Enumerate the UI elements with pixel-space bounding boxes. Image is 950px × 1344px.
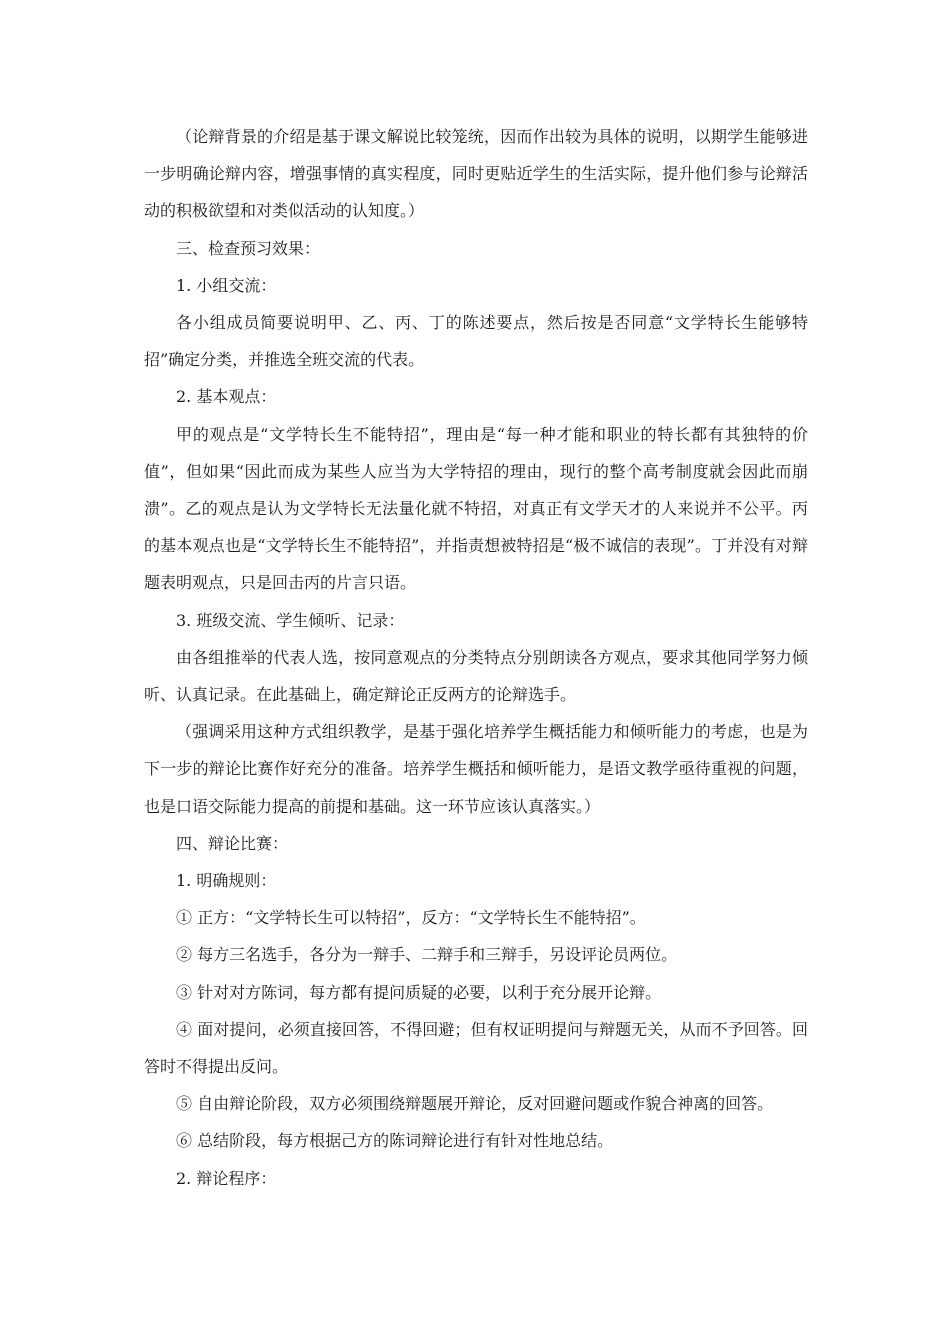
paragraph-teaching-note: （强调采用这种方式组织教学，是基于强化培养学生概括能力和倾听能力的考虑，也是为下一步的辩论比赛作好充分的准备。培养学生概括和倾听能力，是语文教学亟待重视的问题，也是口语交际能力提高的前提和基础。这一环节应该认真落实。） xyxy=(144,722,808,816)
rule-item: ④ 面对提问，必须直接回答，不得回避；但有权证明提问与辩题无关，从而不予回答。回答时不得提出反问。 xyxy=(144,1019,808,1077)
paragraph-intro-note: （论辩背景的介绍是基于课文解说比较笼统，因而作出较为具体的说明，以期学生能够进一步明确论辩内容，增强事情的真实程度，同时更贴近学生的生活实际，提升他们参与论辩活动的积极欲望和对类似活动的认知度。） xyxy=(144,127,808,221)
subheading-procedure: 2. 辩论程序： xyxy=(176,1168,277,1188)
paragraph-class-exchange: 由各组推举的代表人选，按同意观点的分类特点分别朗读各方观点，要求其他同学努力倾听、认真记录。在此基础上，确定辩论正反两方的论辩选手。 xyxy=(144,647,808,705)
rule-item: ⑤ 自由辩论阶段，双方必须围绕辩题展开辩论，反对回避问题或作貌合神离的回答。 xyxy=(176,1094,774,1114)
paragraph-group-exchange: 各小组成员简要说明甲、乙、丙、丁的陈述要点，然后按是否同意“文学特长生能够特招”确定分类，并推选全班交流的代表。 xyxy=(144,313,808,370)
document-page xyxy=(144,118,808,1197)
subheading-rules: 1. 明确规则： xyxy=(176,871,277,891)
section-heading-3: 三、检查预习效果： xyxy=(176,238,321,258)
rule-item: ① 正方：“文学特长生可以特招”，反方：“文学特长生不能特招”。 xyxy=(176,908,646,928)
rule-item: ③ 针对对方陈词，每方都有提问质疑的必要，以利于充分展开论辩。 xyxy=(176,982,662,1002)
rule-item: ⑥ 总结阶段，每方根据己方的陈词辩论进行有针对性地总结。 xyxy=(176,1131,614,1151)
subheading-class-exchange: 3. 班级交流、学生倾听、记录： xyxy=(176,610,405,630)
subheading-group-exchange: 1. 小组交流： xyxy=(176,275,277,295)
section-heading-4: 四、辩论比赛： xyxy=(176,833,289,853)
paragraph-basic-views: 甲的观点是“文学特长生不能特招”，理由是“每一种才能和职业的特长都有其独特的价值”，但如果“因此而成为某些人应当为大学特招的理由，现行的整个高考制度就会因此而崩溃”。乙的观点是认为文学特长无法量化就不特招，对真正有文学天才的人来说并不公平。丙的基本观点也是“文学特长生不能特招”，并指责想被特招是“极不诚信的表现”。丁并没有对辩题表明观点，只是回击丙的片言只语。 xyxy=(144,424,808,593)
rule-item: ② 每方三名选手，各分为一辩手、二辩手和三辩手，另设评论员两位。 xyxy=(176,945,678,965)
subheading-basic-views: 2. 基本观点： xyxy=(176,387,277,407)
